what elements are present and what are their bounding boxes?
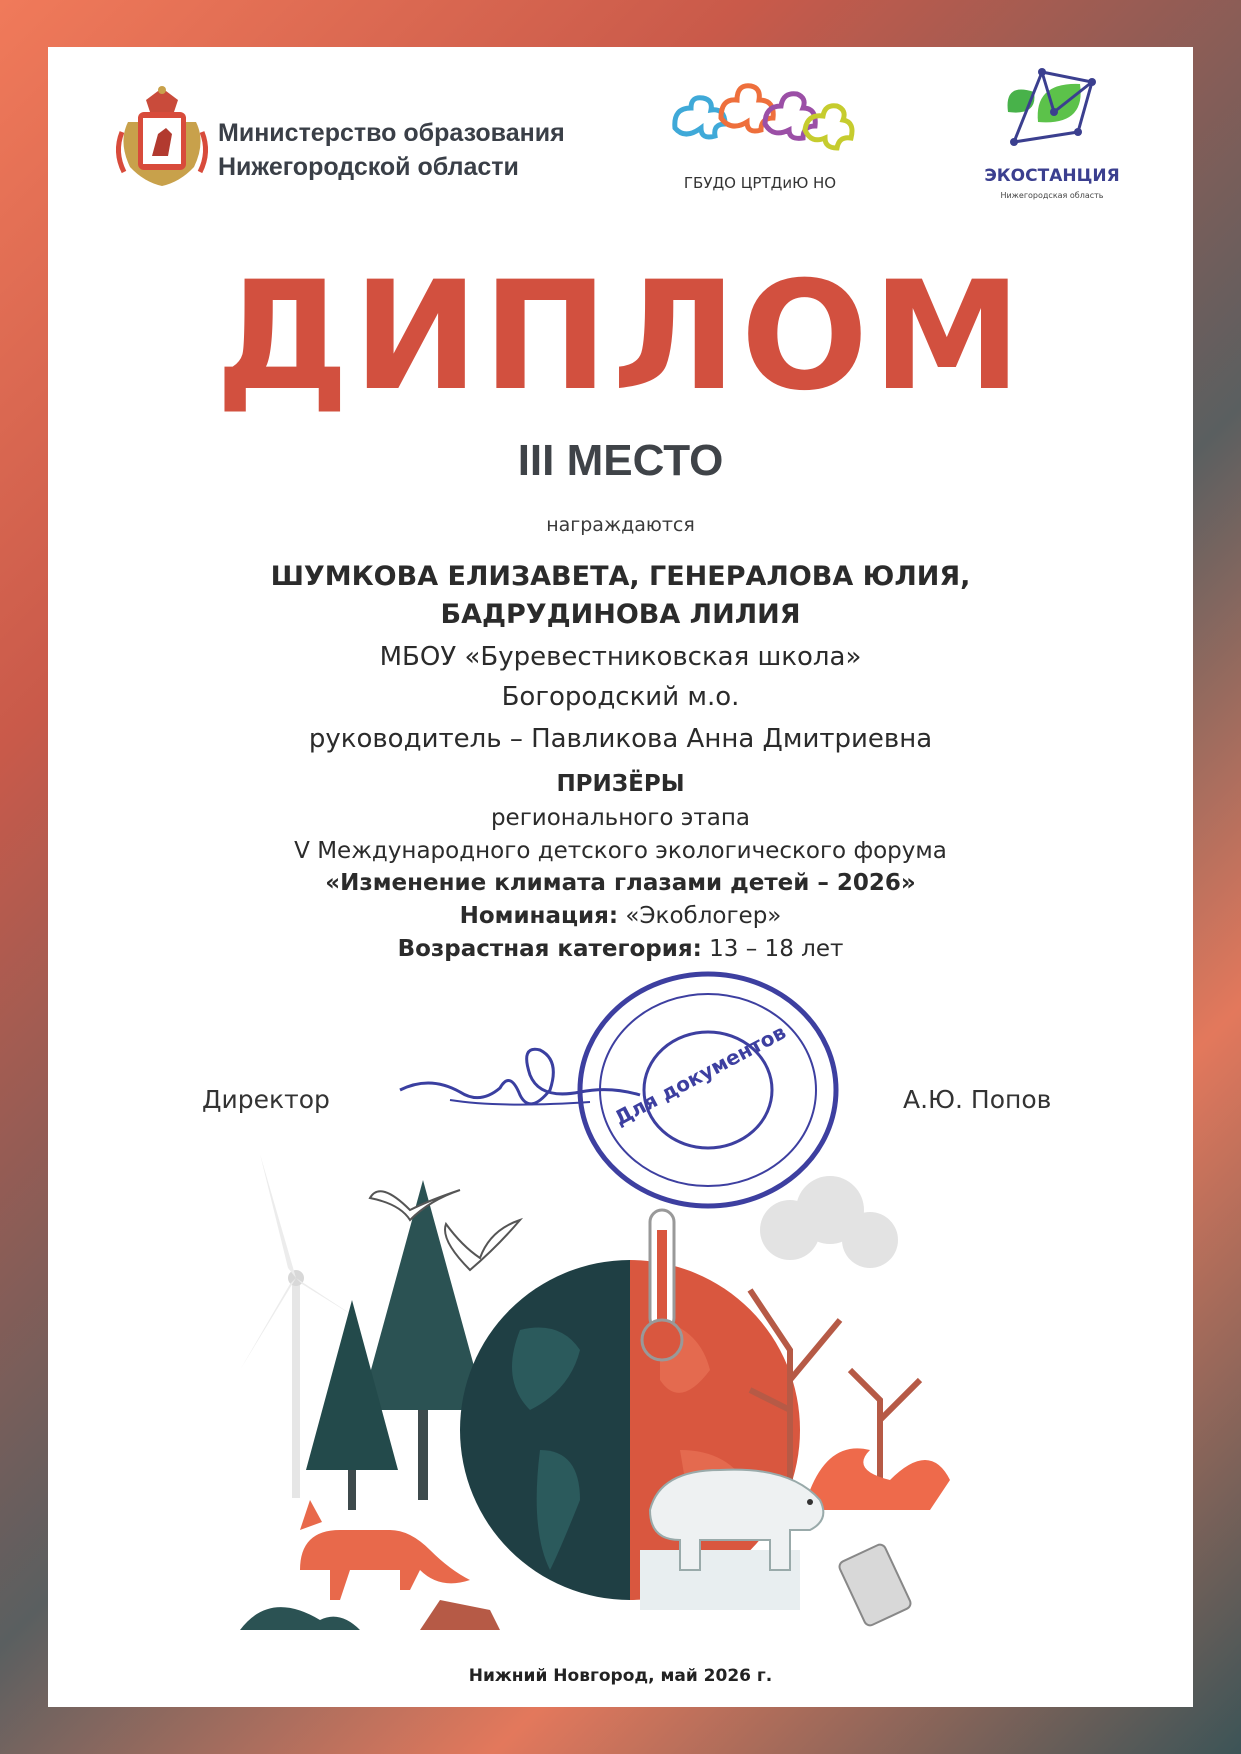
rock-icon (420, 1600, 500, 1630)
grass-tuft-icon (240, 1607, 360, 1630)
footer-place-date: Нижний Новгород, май 2026 г. (468, 1666, 773, 1686)
climate-illustration (230, 1150, 1030, 1640)
puzzle-logo-icon (665, 78, 855, 170)
ecostation-subtitle: Нижегородская область (1000, 191, 1104, 200)
smoke-cloud-icon (760, 1176, 898, 1268)
names-line1: ШУМКОВА ЕЛИЗАВЕТА, ГЕНЕРАЛОВА ЮЛИЯ, (270, 561, 971, 592)
fox-icon (300, 1500, 470, 1600)
awarded-label: награждаются (546, 514, 695, 536)
school-name: МБОУ «Буревестниковская школа» (379, 642, 862, 672)
earth-globe-icon (460, 1260, 800, 1600)
district-name: Богородский м.о. (501, 682, 740, 712)
nomination-label: Номинация: (459, 903, 619, 929)
pine-trees-icon (306, 1180, 486, 1510)
director-name: А.Ю. Попов (903, 1085, 1052, 1114)
stage-label: регионального этапа (490, 805, 751, 831)
nomination-value: «Экоблогер» (625, 903, 782, 929)
supervisor-name: руководитель – Павликова Анна Дмитриевна (308, 724, 933, 754)
names-line2: БАДРУДИНОВА ЛИЛИЯ (440, 599, 801, 630)
status-label: ПРИЗЁРЫ (556, 771, 685, 797)
center-logo-caption: ГБУДО ЦРТДиЮ НО (683, 174, 837, 192)
ministry-line1: Министерство образования (218, 119, 565, 147)
director-role: Директор (202, 1085, 330, 1114)
age-line (0, 933, 1241, 966)
forum-title: «Изменение климата глазами детей – 2026» (325, 870, 916, 896)
forum-label: V Международного детского экологического форума (294, 838, 947, 864)
seagulls-icon (370, 1190, 520, 1270)
ecostation-logo-icon (994, 62, 1104, 162)
age-label: Возрастная категория: (397, 936, 702, 962)
age-value: 13 – 18 лет (709, 936, 844, 962)
ministry-name (218, 116, 565, 184)
ecostation-title: ЭКОСТАНЦИЯ (984, 166, 1120, 186)
stamp-center-text: Для документов (610, 1019, 790, 1131)
barrel-icon (838, 1543, 913, 1628)
diploma-title: ДИПЛОМ (215, 250, 1026, 424)
coat-of-arms-icon (108, 82, 216, 190)
ministry-line2: Нижегородской области (218, 153, 519, 181)
nomination-line (0, 900, 1241, 933)
place-label: III МЕСТО (517, 436, 724, 485)
